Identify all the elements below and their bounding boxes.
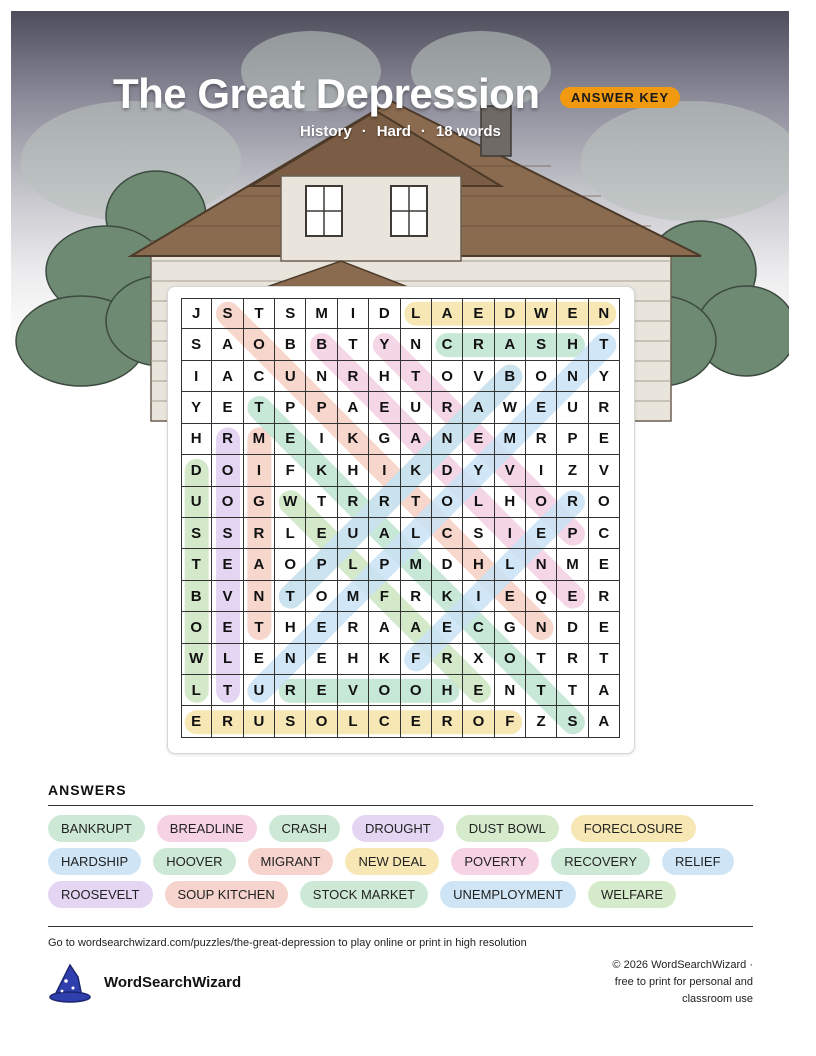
- grid-cell: E: [306, 644, 337, 675]
- grid-cell: E: [212, 549, 243, 580]
- grid-cell: K: [306, 455, 337, 486]
- grid-cell: R: [244, 518, 275, 549]
- grid-cell: S: [212, 298, 243, 329]
- grid-cell: L: [463, 487, 494, 518]
- grid-cell: A: [463, 392, 494, 423]
- grid-cell: N: [526, 549, 557, 580]
- grid-cell: P: [557, 424, 588, 455]
- grid-cell: T: [589, 329, 620, 360]
- grid-cell: I: [495, 518, 526, 549]
- grid-cell: A: [369, 518, 400, 549]
- grid-cell: S: [181, 518, 212, 549]
- grid-cell: R: [212, 706, 243, 737]
- grid-cell: E: [212, 612, 243, 643]
- grid-cell: N: [275, 644, 306, 675]
- grid-cell: A: [401, 424, 432, 455]
- grid-cell: A: [401, 612, 432, 643]
- meta-separator: ·: [361, 123, 367, 140]
- grid-cell: N: [557, 361, 588, 392]
- grid-cell: H: [432, 675, 463, 706]
- grid-cell: O: [526, 361, 557, 392]
- grid-cell: D: [495, 298, 526, 329]
- grid-cell: O: [432, 487, 463, 518]
- grid-cell: E: [275, 424, 306, 455]
- answer-chip: HARDSHIP: [48, 848, 141, 875]
- grid-cell: N: [589, 298, 620, 329]
- grid-cell: L: [338, 549, 369, 580]
- grid-cell: N: [244, 581, 275, 612]
- grid-cell: T: [557, 675, 588, 706]
- grid-cell: N: [401, 329, 432, 360]
- grid-cell: I: [181, 361, 212, 392]
- answer-chip: MIGRANT: [248, 848, 334, 875]
- grid-cell: H: [181, 424, 212, 455]
- grid-cell: A: [589, 706, 620, 737]
- grid-cell: H: [338, 455, 369, 486]
- grid-cell: P: [557, 518, 588, 549]
- answer-chip: UNEMPLOYMENT: [440, 881, 576, 908]
- answer-chip: FORECLOSURE: [571, 815, 696, 842]
- grid-cell: T: [526, 675, 557, 706]
- grid-cell: E: [526, 392, 557, 423]
- grid-cell: K: [338, 424, 369, 455]
- grid-cell: H: [557, 329, 588, 360]
- grid-cell: T: [244, 298, 275, 329]
- grid-cell: T: [212, 675, 243, 706]
- grid-cell: H: [495, 487, 526, 518]
- grid-cell: L: [401, 298, 432, 329]
- grid-cell: P: [306, 549, 337, 580]
- grid-cell: E: [369, 392, 400, 423]
- footer-url-text: Go to wordsearchwizard.com/puzzles/the-great-depression to play online or print in high resolution: [48, 937, 527, 949]
- grid-cell: O: [463, 706, 494, 737]
- grid-cell: Y: [369, 329, 400, 360]
- grid-cell: T: [306, 487, 337, 518]
- answer-chip: BANKRUPT: [48, 815, 145, 842]
- grid-cell: E: [589, 549, 620, 580]
- grid-cell: D: [369, 298, 400, 329]
- puzzle-meta: [300, 123, 501, 140]
- page-title: The Great Depression: [113, 70, 540, 117]
- grid-cell: L: [212, 644, 243, 675]
- grid-cell: O: [306, 581, 337, 612]
- grid-cell: B: [275, 329, 306, 360]
- answer-chip: RECOVERY: [551, 848, 650, 875]
- grid-cell: E: [526, 518, 557, 549]
- grid-cell: R: [463, 329, 494, 360]
- grid-cell: E: [495, 581, 526, 612]
- grid-cell: U: [338, 518, 369, 549]
- grid-cell: I: [463, 581, 494, 612]
- grid-cell: D: [181, 455, 212, 486]
- answers-heading: ANSWERS: [48, 782, 127, 798]
- grid-cell: O: [432, 361, 463, 392]
- grid-cell: M: [306, 298, 337, 329]
- grid-cell: R: [338, 487, 369, 518]
- grid-cell: S: [212, 518, 243, 549]
- grid-cell: L: [181, 675, 212, 706]
- grid-cell: K: [401, 455, 432, 486]
- grid-cell: E: [306, 612, 337, 643]
- grid-cell: P: [275, 392, 306, 423]
- answer-chip: HOOVER: [153, 848, 235, 875]
- answer-chip: RELIEF: [662, 848, 734, 875]
- grid-cell: S: [275, 298, 306, 329]
- grid-cell: R: [401, 581, 432, 612]
- grid-cell: O: [526, 487, 557, 518]
- answer-list: [48, 815, 753, 908]
- grid-cell: A: [244, 549, 275, 580]
- grid-cell: C: [589, 518, 620, 549]
- grid-cell: V: [212, 581, 243, 612]
- grid-cell: O: [212, 455, 243, 486]
- grid-cell: M: [338, 581, 369, 612]
- grid-cell: G: [369, 424, 400, 455]
- grid-cell: T: [401, 487, 432, 518]
- grid-cell: Y: [589, 361, 620, 392]
- grid-cell: A: [212, 329, 243, 360]
- grid-cell: R: [338, 361, 369, 392]
- grid-cell: F: [275, 455, 306, 486]
- answer-chip: CRASH: [269, 815, 341, 842]
- grid-cell: E: [589, 424, 620, 455]
- grid-cell: S: [463, 518, 494, 549]
- grid-cell: M: [495, 424, 526, 455]
- grid-cell: J: [181, 298, 212, 329]
- grid-cell: H: [338, 644, 369, 675]
- grid-cell: K: [369, 644, 400, 675]
- grid-cell: T: [526, 644, 557, 675]
- grid-cell: R: [369, 487, 400, 518]
- grid-cell: G: [495, 612, 526, 643]
- grid-cell: R: [557, 644, 588, 675]
- grid-cell: Y: [181, 392, 212, 423]
- grid-cell: O: [181, 612, 212, 643]
- grid-cell: N: [432, 424, 463, 455]
- grid-cell: A: [338, 392, 369, 423]
- grid-cell: E: [463, 424, 494, 455]
- grid-cell: R: [432, 644, 463, 675]
- grid-cell: D: [432, 455, 463, 486]
- grid-cell: N: [306, 361, 337, 392]
- grid-cell: E: [181, 706, 212, 737]
- grid-cell: T: [244, 612, 275, 643]
- grid-cell: F: [495, 706, 526, 737]
- answer-key-badge: ANSWER KEY: [560, 87, 680, 108]
- grid-cell: S: [181, 329, 212, 360]
- grid-cell: I: [244, 455, 275, 486]
- grid-cell: T: [401, 361, 432, 392]
- grid-cell: E: [401, 706, 432, 737]
- brand-name: WordSearchWizard: [104, 974, 242, 991]
- grid-cell: T: [589, 644, 620, 675]
- grid-cell: E: [306, 518, 337, 549]
- grid-cell: V: [589, 455, 620, 486]
- grid-cell: U: [401, 392, 432, 423]
- grid-cell: U: [244, 675, 275, 706]
- grid-cell: V: [495, 455, 526, 486]
- grid-cell: E: [463, 675, 494, 706]
- grid-cell: K: [432, 581, 463, 612]
- grid-cell: O: [306, 706, 337, 737]
- copyright-text: © 2026 WordSearchWizard · free to print for personal and classroom use: [612, 959, 753, 1005]
- grid-cell: H: [463, 549, 494, 580]
- grid-cell: N: [526, 612, 557, 643]
- answer-chip: DUST BOWL: [456, 815, 559, 842]
- grid-cell: R: [338, 612, 369, 643]
- grid-cell: R: [589, 392, 620, 423]
- category-label: History: [300, 123, 352, 140]
- grid-cell: E: [212, 392, 243, 423]
- grid-cell: E: [244, 644, 275, 675]
- answer-chip: NEW DEAL: [345, 848, 439, 875]
- grid-cell: W: [181, 644, 212, 675]
- grid-cell: Y: [463, 455, 494, 486]
- grid-cell: O: [244, 329, 275, 360]
- answer-chip: POVERTY: [451, 848, 539, 875]
- grid-cell: L: [495, 549, 526, 580]
- grid-cell: R: [275, 675, 306, 706]
- answer-chip: STOCK MARKET: [300, 881, 428, 908]
- grid-cell: B: [181, 581, 212, 612]
- grid-cell: V: [463, 361, 494, 392]
- meta-separator: ·: [420, 123, 426, 140]
- grid-cell: T: [244, 392, 275, 423]
- grid-cell: U: [244, 706, 275, 737]
- grid-cell: A: [589, 675, 620, 706]
- grid-cell: E: [589, 612, 620, 643]
- grid-cell: F: [369, 581, 400, 612]
- answer-chip: BREADLINE: [157, 815, 257, 842]
- grid-cell: A: [369, 612, 400, 643]
- answer-chip: ROOSEVELT: [48, 881, 153, 908]
- word-search-grid: [181, 298, 620, 738]
- grid-cell: Q: [526, 581, 557, 612]
- grid-cell: W: [275, 487, 306, 518]
- grid-cell: O: [401, 675, 432, 706]
- grid-cell: L: [275, 518, 306, 549]
- grid-cell: E: [432, 612, 463, 643]
- grid-cell: S: [557, 706, 588, 737]
- answer-chip: WELFARE: [588, 881, 676, 908]
- grid-cell: N: [495, 675, 526, 706]
- grid-cell: D: [432, 549, 463, 580]
- difficulty-label: Hard: [376, 123, 411, 140]
- grid-cell: O: [369, 675, 400, 706]
- grid-cell: S: [526, 329, 557, 360]
- grid-cell: G: [244, 487, 275, 518]
- grid-cell: H: [369, 361, 400, 392]
- grid-cell: T: [275, 581, 306, 612]
- grid-cell: R: [526, 424, 557, 455]
- grid-cell: U: [557, 392, 588, 423]
- grid-cell: B: [306, 329, 337, 360]
- grid-cell: R: [432, 392, 463, 423]
- grid-cell: B: [495, 361, 526, 392]
- grid-cell: M: [557, 549, 588, 580]
- grid-cell: O: [495, 644, 526, 675]
- grid-cell: L: [401, 518, 432, 549]
- grid-cell: M: [401, 549, 432, 580]
- letter-grid: [181, 298, 620, 738]
- grid-cell: Z: [526, 706, 557, 737]
- divider: [48, 926, 753, 927]
- grid-cell: A: [432, 298, 463, 329]
- grid-cell: P: [306, 392, 337, 423]
- grid-cell: E: [557, 581, 588, 612]
- grid-cell: O: [589, 487, 620, 518]
- grid-cell: E: [306, 675, 337, 706]
- grid-cell: A: [212, 361, 243, 392]
- grid-cell: W: [526, 298, 557, 329]
- grid-cell: U: [275, 361, 306, 392]
- grid-cell: R: [212, 424, 243, 455]
- grid-cell: A: [495, 329, 526, 360]
- answer-chip: SOUP KITCHEN: [165, 881, 288, 908]
- grid-cell: W: [495, 392, 526, 423]
- grid-cell: H: [275, 612, 306, 643]
- grid-cell: C: [369, 706, 400, 737]
- grid-cell: M: [244, 424, 275, 455]
- grid-cell: E: [463, 298, 494, 329]
- grid-cell: R: [432, 706, 463, 737]
- grid-cell: C: [244, 361, 275, 392]
- grid-cell: R: [557, 487, 588, 518]
- wizard-hat-icon: [48, 963, 92, 1003]
- grid-cell: T: [338, 329, 369, 360]
- grid-cell: O: [275, 549, 306, 580]
- word-count-label: 18 words: [435, 123, 501, 140]
- grid-cell: V: [338, 675, 369, 706]
- grid-cell: U: [181, 487, 212, 518]
- grid-cell: O: [212, 487, 243, 518]
- grid-cell: D: [557, 612, 588, 643]
- grid-cell: P: [369, 549, 400, 580]
- grid-cell: I: [526, 455, 557, 486]
- grid-cell: C: [463, 612, 494, 643]
- grid-cell: T: [181, 549, 212, 580]
- grid-cell: S: [275, 706, 306, 737]
- grid-cell: E: [557, 298, 588, 329]
- grid-cell: X: [463, 644, 494, 675]
- grid-cell: C: [432, 329, 463, 360]
- grid-cell: I: [369, 455, 400, 486]
- grid-cell: F: [401, 644, 432, 675]
- grid-cell: Z: [557, 455, 588, 486]
- grid-cell: L: [338, 706, 369, 737]
- grid-cell: I: [338, 298, 369, 329]
- grid-cell: R: [589, 581, 620, 612]
- divider: [48, 805, 753, 806]
- grid-cell: I: [306, 424, 337, 455]
- grid-cell: C: [432, 518, 463, 549]
- answer-chip: DROUGHT: [352, 815, 444, 842]
